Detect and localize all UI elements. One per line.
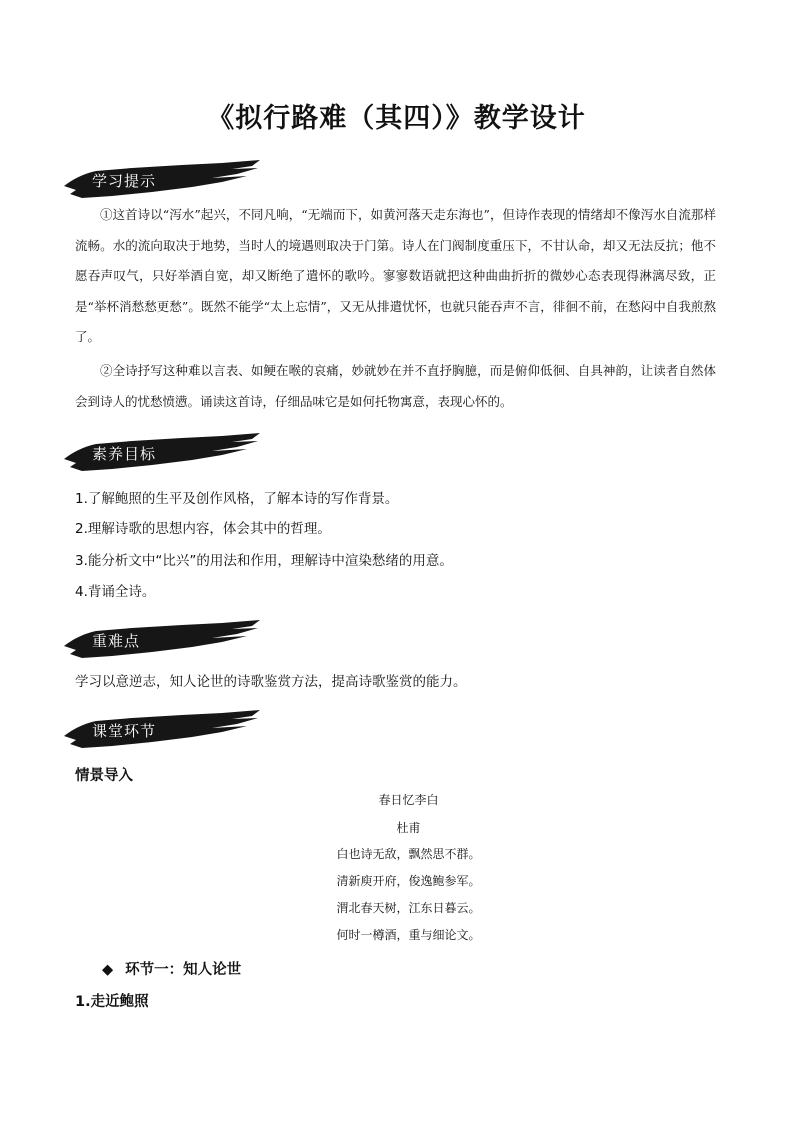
section-banner-class [62, 710, 262, 750]
poem-title: 春日忆李白 [378, 793, 439, 807]
section-banner-goals [62, 433, 262, 473]
poem-line: 何时一樽酒，重与细论文。 [336, 928, 481, 942]
page-title: 《拟行路难（其四）》教学设计 [207, 103, 586, 134]
section-banner-goals-label: 素养目标 [92, 445, 157, 463]
tips-paragraph-1: ①这首诗以“泻水”起兴，不同凡响，“无端而下，如黄河落天走东海也”，但诗作表现的情绪却不像泻水自流那样流畅。水的流向取决于地势，当时人的境遇则取决于门第。诗人在门阀制度重压下，不甘认命，却又无法反抗；他不愿吞声叹气，只好举酒自宽，却又断绝了遣怀的歌吟。寥寥数语就把这种曲曲折折的微妙心态表现得淋漓尽致，正是“举杯消愁愁更愁”。既然不能学“太上忘情”，又无从排遣忧怀，也就只能吞声不言，徘徊不前，在愁闷中自我煎熬了。 [75, 207, 716, 344]
step1-heading-row [102, 958, 241, 979]
section-banner-key [62, 620, 262, 660]
goal-item: 1.了解鲍照的生平及创作风格，了解本诗的写作背景。 [75, 491, 399, 507]
intro-heading: 情景导入 [75, 768, 133, 784]
poem-line: 清新庾开府，俊逸鲍参军。 [336, 874, 481, 888]
tips-paragraph-2: ②全诗抒写这种难以言表、如鲠在喉的哀痛，妙就妙在并不直抒胸臆，而是俯仰低徊、自具神韵，让读者自然体会到诗人的忧愁愤懑。诵读这首诗，仔细品味它是如何托物寓意，表现心怀的。 [75, 363, 716, 409]
section-banner-tips [62, 160, 262, 200]
poem-line: 渭北春天树，江东日暮云。 [336, 901, 481, 915]
goal-item: 2.理解诗歌的思想内容，体会其中的哲理。 [75, 521, 331, 537]
goal-item: 4.背诵全诗。 [75, 584, 156, 600]
goal-item: 3.能分析文中“比兴”的用法和作用，理解诗中渲染愁绪的用意。 [75, 553, 453, 569]
diamond-bullet-icon: ◆ [102, 962, 114, 978]
section-banner-tips-label: 学习提示 [92, 172, 157, 190]
section-banner-key-label: 重难点 [92, 632, 141, 650]
key-text: 学习以意逆志，知人论世的诗歌鉴赏方法，提高诗歌鉴赏的能力。 [75, 674, 467, 690]
poem-author: 杜甫 [396, 821, 421, 835]
poem-line: 白也诗无敌，飘然思不群。 [336, 847, 481, 861]
sub-heading: 1.走近鲍照 [75, 994, 149, 1010]
step1-heading: 环节一：知人论世 [125, 962, 242, 978]
section-banner-class-label: 课堂环节 [92, 722, 157, 740]
